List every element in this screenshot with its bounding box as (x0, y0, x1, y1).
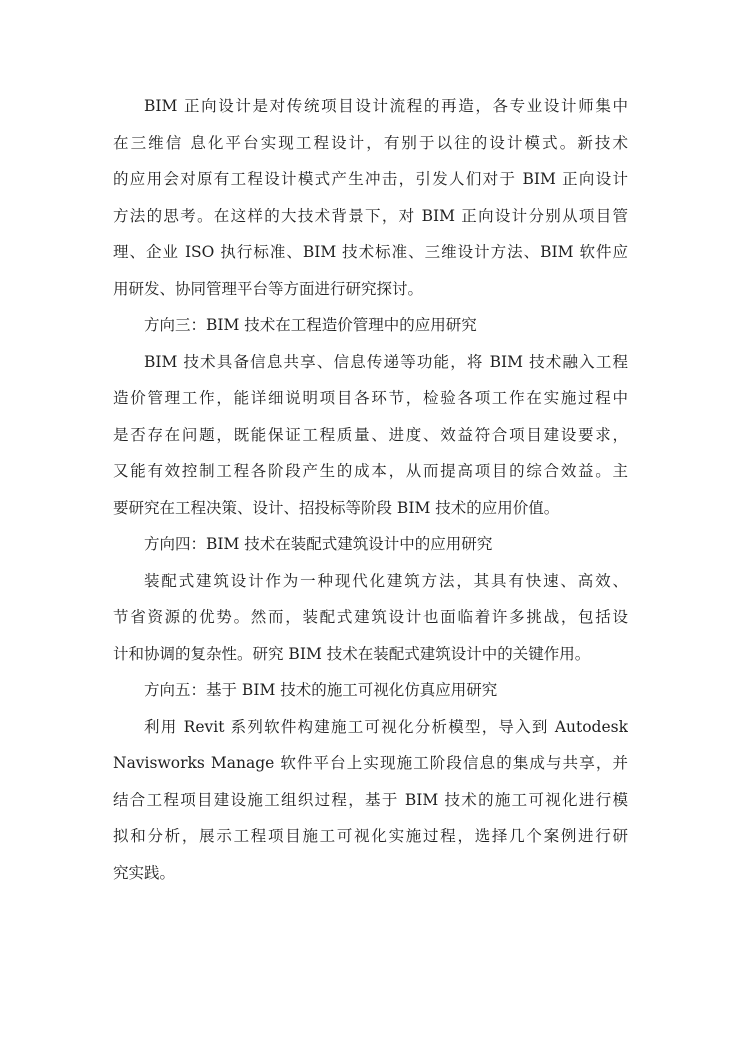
text-line: 用研发、协同管理平台等方面进行研究探讨。 (113, 279, 424, 298)
paragraph-body-3 (113, 344, 628, 527)
text-line: 拟和分析，展示工程项目施工可视化实施过程，选择几个案例进行研 (113, 827, 628, 845)
section-heading-3: 方向三：BIM 技术在工程造价管理中的应用研究 (144, 316, 477, 334)
text-line: 利用 Revit 系列软件构建施工可视化分析模型，导入到 Autodesk (144, 717, 628, 736)
text-line: Navisworks Manage 软件平台上实现施工阶段信息的集成与共享，并 (113, 754, 628, 772)
text-line: 究实践。 (113, 863, 176, 882)
text-line: 结合工程项目建设施工组织过程，基于 BIM 技术的施工可视化进行模 (113, 790, 628, 809)
section-heading-4: 方向四：BIM 技术在装配式建筑设计中的应用研究 (144, 535, 493, 553)
text-line: 又能有效控制工程各阶段产生的成本，从而提高项目的综合效益。主 (113, 462, 628, 480)
text-line: 是否存在问题，既能保证工程质量、进度、效益符合项目建设要求， (113, 425, 628, 444)
text-line: 的应用会对原有工程设计模式产生冲击，引发人们对于 BIM 正向设计 (113, 170, 628, 188)
document-body (113, 88, 628, 891)
text-line: 方法的思考。在这样的大技术背景下，对 BIM 正向设计分别从项目管 (113, 206, 628, 225)
text-line: 要研究在工程决策、设计、招投标等阶段 BIM 技术的应用价值。 (113, 498, 560, 517)
text-line: 计和协调的复杂性。研究 BIM 技术在装配式建筑设计中的关键作用。 (113, 644, 591, 663)
paragraph-body-5 (113, 709, 628, 892)
section-heading-5: 方向五：基于 BIM 技术的施工可视化仿真应用研究 (144, 681, 498, 699)
text-line: 在三维信 息化平台实现工程设计，有别于以往的设计模式。新技术 (113, 133, 628, 152)
text-line: 装配式建筑设计作为一种现代化建筑方法，其具有快速、高效、 (144, 571, 628, 590)
text-line: 理、企业 ISO 执行标准、BIM 技术标准、三维设计方法、BIM 软件应 (113, 243, 628, 261)
text-line: BIM 正向设计是对传统项目设计流程的再造，各专业设计师集中 (144, 97, 628, 115)
text-line: BIM 技术具备信息共享、信息传递等功能，将 BIM 技术融入工程 (144, 352, 628, 371)
paragraph-body-4 (113, 563, 628, 673)
paragraph-intro (113, 88, 628, 307)
text-line: 节省资源的优势。然而，装配式建筑设计也面临着许多挑战，包括设 (113, 608, 628, 626)
text-line: 造价管理工作，能详细说明项目各环节，检验各项工作在实施过程中 (113, 389, 628, 407)
